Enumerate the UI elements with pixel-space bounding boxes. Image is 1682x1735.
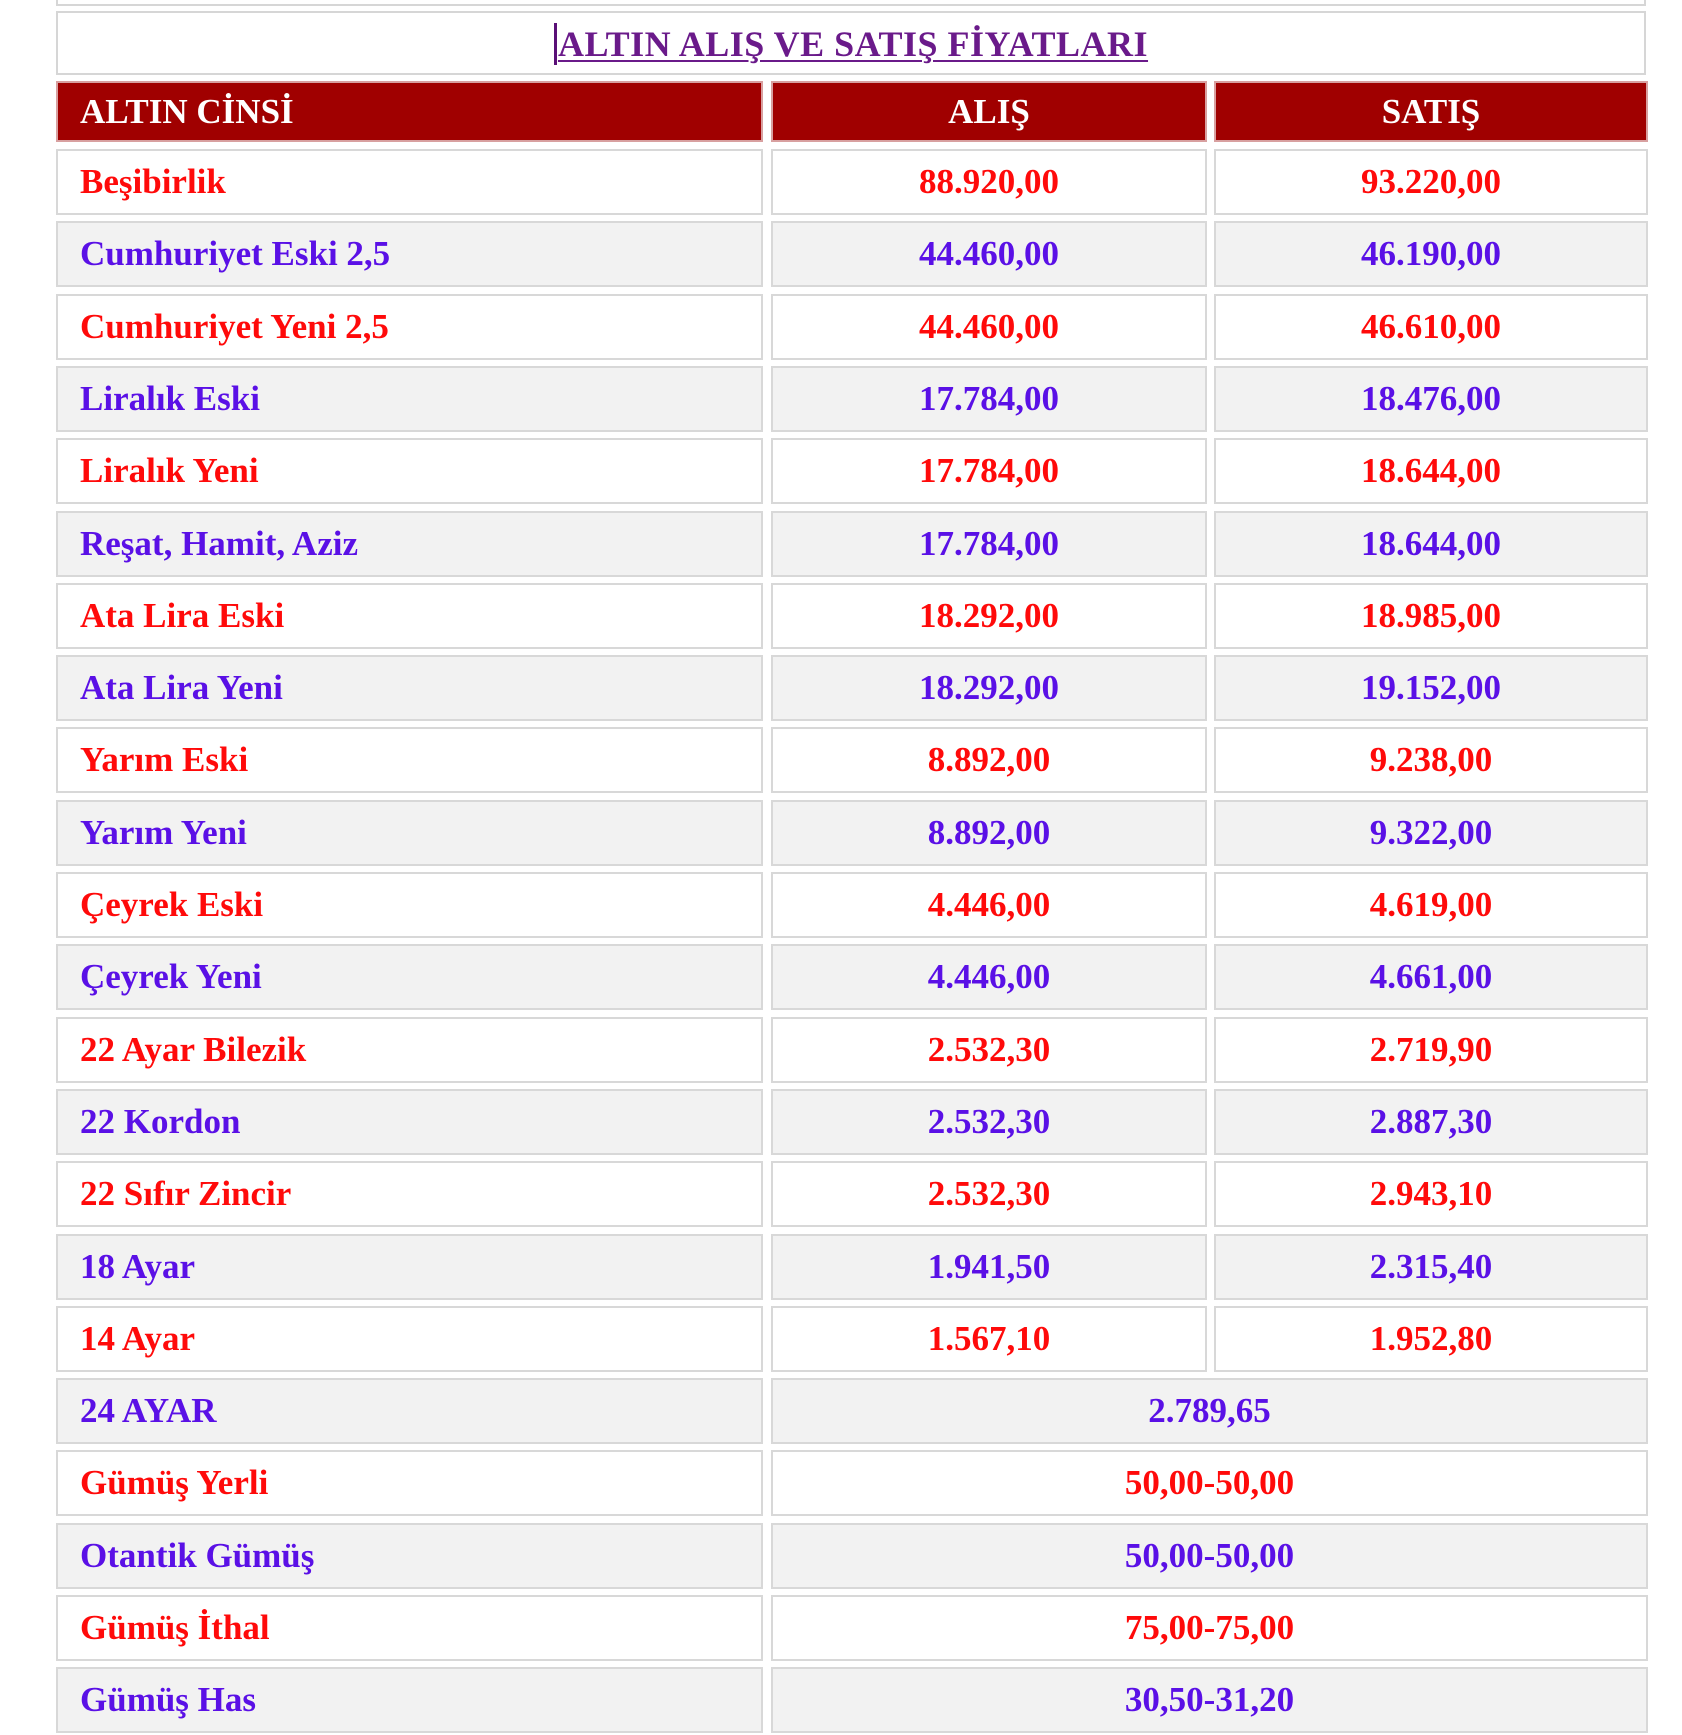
table-row [56,944,1648,1010]
sell-price-cell: 4.619,00 [1214,872,1648,938]
sell-price-cell: 4.661,00 [1214,944,1648,1010]
gold-type-cell: Cumhuriyet Eski 2,5 [56,221,763,287]
gold-type-cell: 24 AYAR [56,1378,763,1444]
sell-price-cell: 2.719,90 [1214,1017,1648,1083]
table-row [56,221,1648,287]
buy-price-cell: 2.532,30 [771,1017,1207,1083]
table-row [56,655,1648,721]
buy-price-cell: 17.784,00 [771,511,1207,577]
buy-price-cell: 44.460,00 [771,294,1207,360]
table-row [56,1595,1648,1661]
header-altin-cinsi: ALTIN CİNSİ [56,81,763,142]
sell-price-cell: 9.322,00 [1214,800,1648,866]
sell-price-cell: 18.644,00 [1214,511,1648,577]
gold-type-cell: Yarım Yeni [56,800,763,866]
gold-type-cell: Ata Lira Yeni [56,655,763,721]
gold-type-cell: 22 Ayar Bilezik [56,1017,763,1083]
previous-section-box [56,0,1646,6]
price-range-cell: 30,50-31,20 [771,1667,1648,1733]
sell-price-cell: 2.887,30 [1214,1089,1648,1155]
gold-type-cell: 14 Ayar [56,1306,763,1372]
buy-price-cell: 44.460,00 [771,221,1207,287]
buy-price-cell: 1.941,50 [771,1234,1207,1300]
sell-price-cell: 18.985,00 [1214,583,1648,649]
gold-type-cell: Gümüş Yerli [56,1450,763,1516]
sell-price-cell: 18.644,00 [1214,438,1648,504]
sell-price-cell: 46.190,00 [1214,221,1648,287]
gold-type-cell: Gümüş Has [56,1667,763,1733]
table-row [56,872,1648,938]
sell-price-cell: 1.952,80 [1214,1306,1648,1372]
table-row [56,583,1648,649]
buy-price-cell: 8.892,00 [771,800,1207,866]
table-row [56,1017,1648,1083]
table-row [56,294,1648,360]
gold-type-cell: Çeyrek Yeni [56,944,763,1010]
price-range-cell: 50,00-50,00 [771,1523,1648,1589]
table-row [56,149,1648,215]
buy-price-cell: 17.784,00 [771,366,1207,432]
gold-type-cell: Liralık Yeni [56,438,763,504]
title-text: ALTIN ALIŞ VE SATIŞ FİYATLARI [557,24,1149,64]
gold-type-cell: Gümüş İthal [56,1595,763,1661]
buy-price-cell: 4.446,00 [771,872,1207,938]
price-range-cell: 50,00-50,00 [771,1450,1648,1516]
table-row [56,1667,1648,1733]
table-header-row [56,81,1648,147]
title-box [56,11,1646,75]
table-row [56,1450,1648,1516]
gold-type-cell: Reşat, Hamit, Aziz [56,511,763,577]
table-row [56,1234,1648,1300]
gold-type-cell: Otantik Gümüş [56,1523,763,1589]
gold-type-cell: Yarım Eski [56,727,763,793]
table-row [56,366,1648,432]
buy-price-cell: 18.292,00 [771,655,1207,721]
gold-type-cell: Liralık Eski [56,366,763,432]
text-cursor [554,23,557,65]
sell-price-cell: 2.315,40 [1214,1234,1648,1300]
sell-price-cell: 93.220,00 [1214,149,1648,215]
gold-type-cell: Ata Lira Eski [56,583,763,649]
buy-price-cell: 2.532,30 [771,1089,1207,1155]
buy-price-cell: 17.784,00 [771,438,1207,504]
table-row [56,727,1648,793]
gold-type-cell: Beşibirlik [56,149,763,215]
price-range-cell: 75,00-75,00 [771,1595,1648,1661]
table-row [56,800,1648,866]
table-row [56,1306,1648,1372]
table-row [56,1161,1648,1227]
buy-price-cell: 88.920,00 [771,149,1207,215]
buy-price-cell: 2.532,30 [771,1161,1207,1227]
table-row [56,1089,1648,1155]
buy-price-cell: 4.446,00 [771,944,1207,1010]
sell-price-cell: 19.152,00 [1214,655,1648,721]
table-row [56,511,1648,577]
gold-type-cell: Cumhuriyet Yeni 2,5 [56,294,763,360]
buy-price-cell: 8.892,00 [771,727,1207,793]
table-row [56,438,1648,504]
header-satis: SATIŞ [1214,81,1648,142]
gold-type-cell: 22 Sıfır Zincir [56,1161,763,1227]
gold-type-cell: 22 Kordon [56,1089,763,1155]
buy-price-cell: 18.292,00 [771,583,1207,649]
price-range-cell: 2.789,65 [771,1378,1648,1444]
title-link[interactable] [554,23,1148,65]
sell-price-cell: 2.943,10 [1214,1161,1648,1227]
header-alis: ALIŞ [771,81,1207,142]
gold-type-cell: Çeyrek Eski [56,872,763,938]
table-row [56,1523,1648,1589]
sell-price-cell: 18.476,00 [1214,366,1648,432]
buy-price-cell: 1.567,10 [771,1306,1207,1372]
sell-price-cell: 9.238,00 [1214,727,1648,793]
sell-price-cell: 46.610,00 [1214,294,1648,360]
gold-type-cell: 18 Ayar [56,1234,763,1300]
table-row [56,1378,1648,1444]
